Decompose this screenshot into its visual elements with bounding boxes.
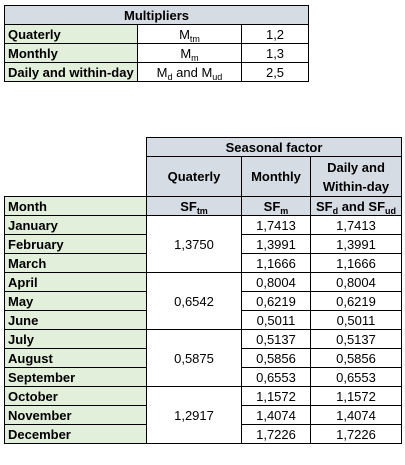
month-name: December: [5, 425, 147, 444]
daily-value: 0,5137: [311, 330, 402, 349]
daily-value: 1,3991: [311, 235, 402, 254]
col-header-monthly: Monthly: [242, 157, 311, 197]
quaterly-value: 1,3750: [147, 216, 242, 273]
seasonal-factor-table: [4, 137, 402, 444]
sf-quaterly-symbol: $SF_{tm}$: [147, 197, 242, 216]
table-row: [5, 216, 402, 235]
month-name: November: [5, 406, 147, 425]
table-row: [5, 330, 402, 349]
daily-value: 1,1666: [311, 254, 402, 273]
month-header: Month: [5, 197, 147, 216]
month-name: February: [5, 235, 147, 254]
month-name: September: [5, 368, 147, 387]
quaterly-value: 0,6542: [147, 273, 242, 330]
daily-value: 0,5856: [311, 349, 402, 368]
multiplier-label: Quaterly: [5, 25, 138, 44]
month-name: June: [5, 311, 147, 330]
monthly-value: 1,1666: [242, 254, 311, 273]
multiplier-value: 1,2: [242, 25, 309, 44]
daily-value: 1,4074: [311, 406, 402, 425]
table-row: [5, 387, 402, 406]
multiplier-label: Daily and within-day: [5, 63, 138, 82]
table-row: [5, 273, 402, 292]
multipliers-table: [4, 5, 309, 82]
month-name: October: [5, 387, 147, 406]
monthly-value: 0,5137: [242, 330, 311, 349]
multiplier-value: 1,3: [242, 44, 309, 63]
month-name: January: [5, 216, 147, 235]
month-name: May: [5, 292, 147, 311]
multiplier-symbol: $M_m$: [138, 44, 242, 63]
monthly-value: 1,7226: [242, 425, 311, 444]
monthly-value: 0,6553: [242, 368, 311, 387]
daily-value: 0,6219: [311, 292, 402, 311]
daily-value: 1,7226: [311, 425, 402, 444]
sf-monthly-symbol: $SF_m$: [242, 197, 311, 216]
monthly-value: 1,3991: [242, 235, 311, 254]
monthly-value: 0,5011: [242, 311, 311, 330]
monthly-value: 1,1572: [242, 387, 311, 406]
month-name: April: [5, 273, 147, 292]
multiplier-row-quaterly: [5, 25, 309, 44]
monthly-value: 0,6219: [242, 292, 311, 311]
col-header-quaterly: Quaterly: [147, 157, 242, 197]
daily-value: 0,5011: [311, 311, 402, 330]
col-header-daily: Daily and Within-day: [311, 157, 402, 197]
month-name: March: [5, 254, 147, 273]
multiplier-value: 2,5: [242, 63, 309, 82]
monthly-value: 0,5856: [242, 349, 311, 368]
month-name: August: [5, 349, 147, 368]
multiplier-label: Monthly: [5, 44, 138, 63]
daily-value: 0,8004: [311, 273, 402, 292]
quaterly-value: 1,2917: [147, 387, 242, 444]
quaterly-value: 0,5875: [147, 330, 242, 387]
monthly-value: 1,7413: [242, 216, 311, 235]
multiplier-row-daily: [5, 63, 309, 82]
seasonal-title: Seasonal factor: [147, 138, 402, 157]
multiplier-symbol: $M_{tm}$: [138, 25, 242, 44]
monthly-value: 1,4074: [242, 406, 311, 425]
empty-corner: [5, 138, 147, 157]
monthly-value: 0,8004: [242, 273, 311, 292]
empty-corner: [5, 157, 147, 197]
daily-value: 1,1572: [311, 387, 402, 406]
month-name: July: [5, 330, 147, 349]
daily-value: 1,7413: [311, 216, 402, 235]
multipliers-title: Multipliers: [5, 6, 309, 25]
daily-value: 0,6553: [311, 368, 402, 387]
multiplier-row-monthly: [5, 44, 309, 63]
sf-daily-symbol: $SF_d$ and $SF_{ud}$: [311, 197, 402, 216]
multiplier-symbol: $M_d$ and $M_{ud}$: [138, 63, 242, 82]
